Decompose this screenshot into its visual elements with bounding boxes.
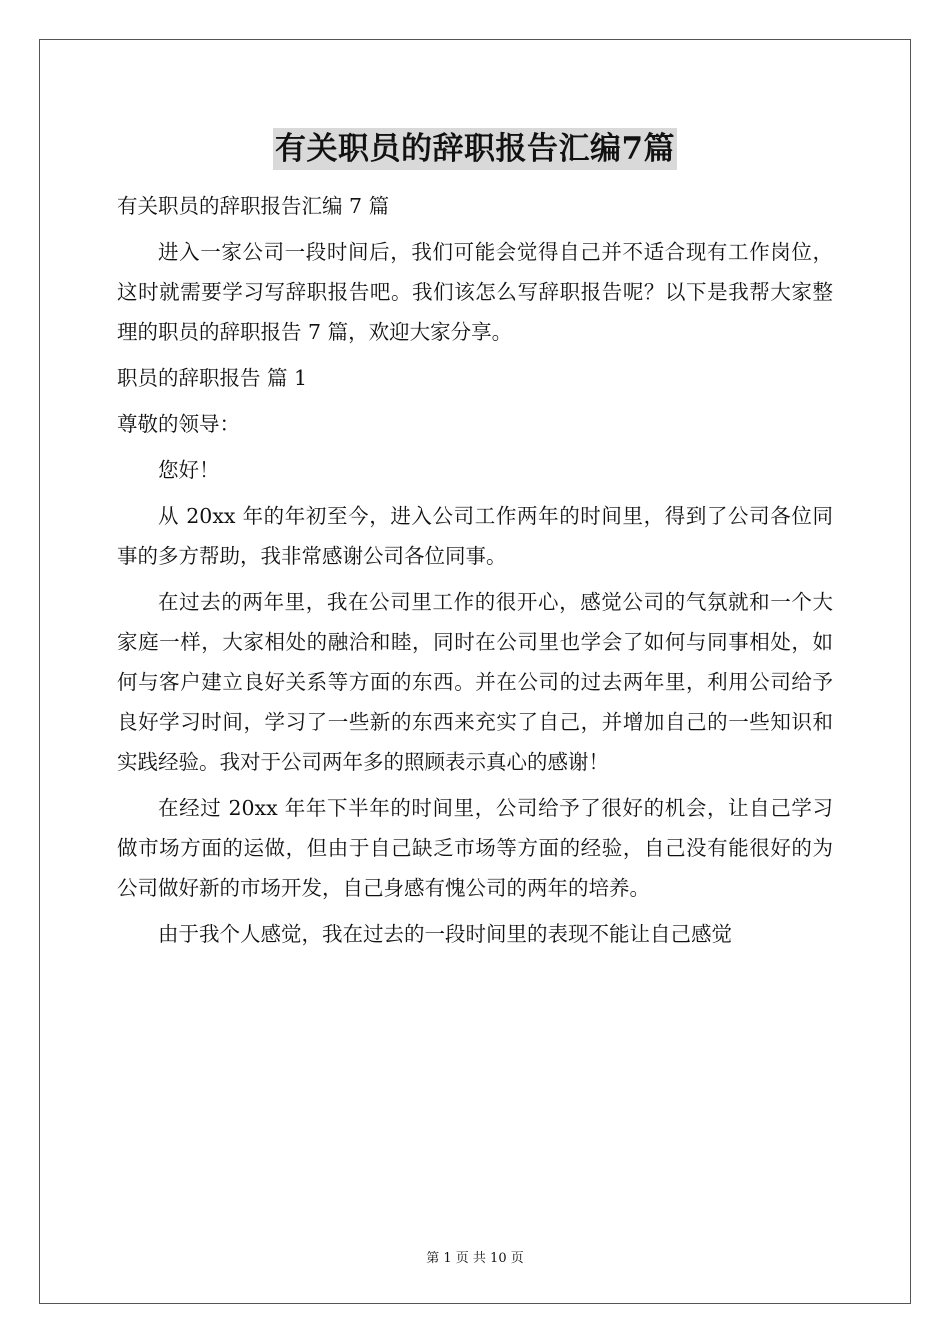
document-title: 有关职员的辞职报告汇编7篇 xyxy=(273,128,677,170)
title-container xyxy=(0,128,950,170)
salutation: 尊敬的领导： xyxy=(117,412,240,436)
greeting: 您好！ xyxy=(158,458,220,482)
document-subtitle: 有关职员的辞职报告汇编 7 篇 xyxy=(117,194,390,218)
section-heading: 职员的辞职报告 篇 1 xyxy=(117,366,308,390)
document-body xyxy=(117,180,833,960)
body-paragraph: 由于我个人感觉，我在过去的一段时间里的表现不能让自己感觉 xyxy=(158,922,732,946)
body-paragraph: 在过去的两年里，我在公司里工作的很开心，感觉公司的气氛就和一个大家庭一样，大家相处的融洽和睦，同时在公司里也学会了如何与同事相处，如何与客户建立良好关系等方面的东西。并在公司的过去两年里，利用公司给予良好学习时间，学习了一些新的东西来充实了自己，并增加自己的一些知识和实践经验。我对于公司两年多的照顾表示真心的感谢！ xyxy=(117,590,833,774)
body-paragraph: 在经过 20xx 年年下半年的时间里，公司给予了很好的机会，让自己学习做市场方面的运做，但由于自己缺乏市场等方面的经验，自己没有能很好的为公司做好新的市场开发，自己身感有愧公司的两年的培养。 xyxy=(117,796,833,900)
body-paragraph: 从 20xx 年的年初至今，进入公司工作两年的时间里，得到了公司各位同事的多方帮助，我非常感谢公司各位同事。 xyxy=(117,504,833,568)
intro-paragraph: 进入一家公司一段时间后，我们可能会觉得自己并不适合现有工作岗位，这时就需要学习写辞职报告吧。我们该怎么写辞职报告呢？以下是我帮大家整理的职员的辞职报告 7 篇，欢迎大家分享。 xyxy=(117,240,833,344)
page-number: 第 1 页 共 10 页 xyxy=(426,1251,524,1266)
page-footer xyxy=(0,1247,950,1266)
